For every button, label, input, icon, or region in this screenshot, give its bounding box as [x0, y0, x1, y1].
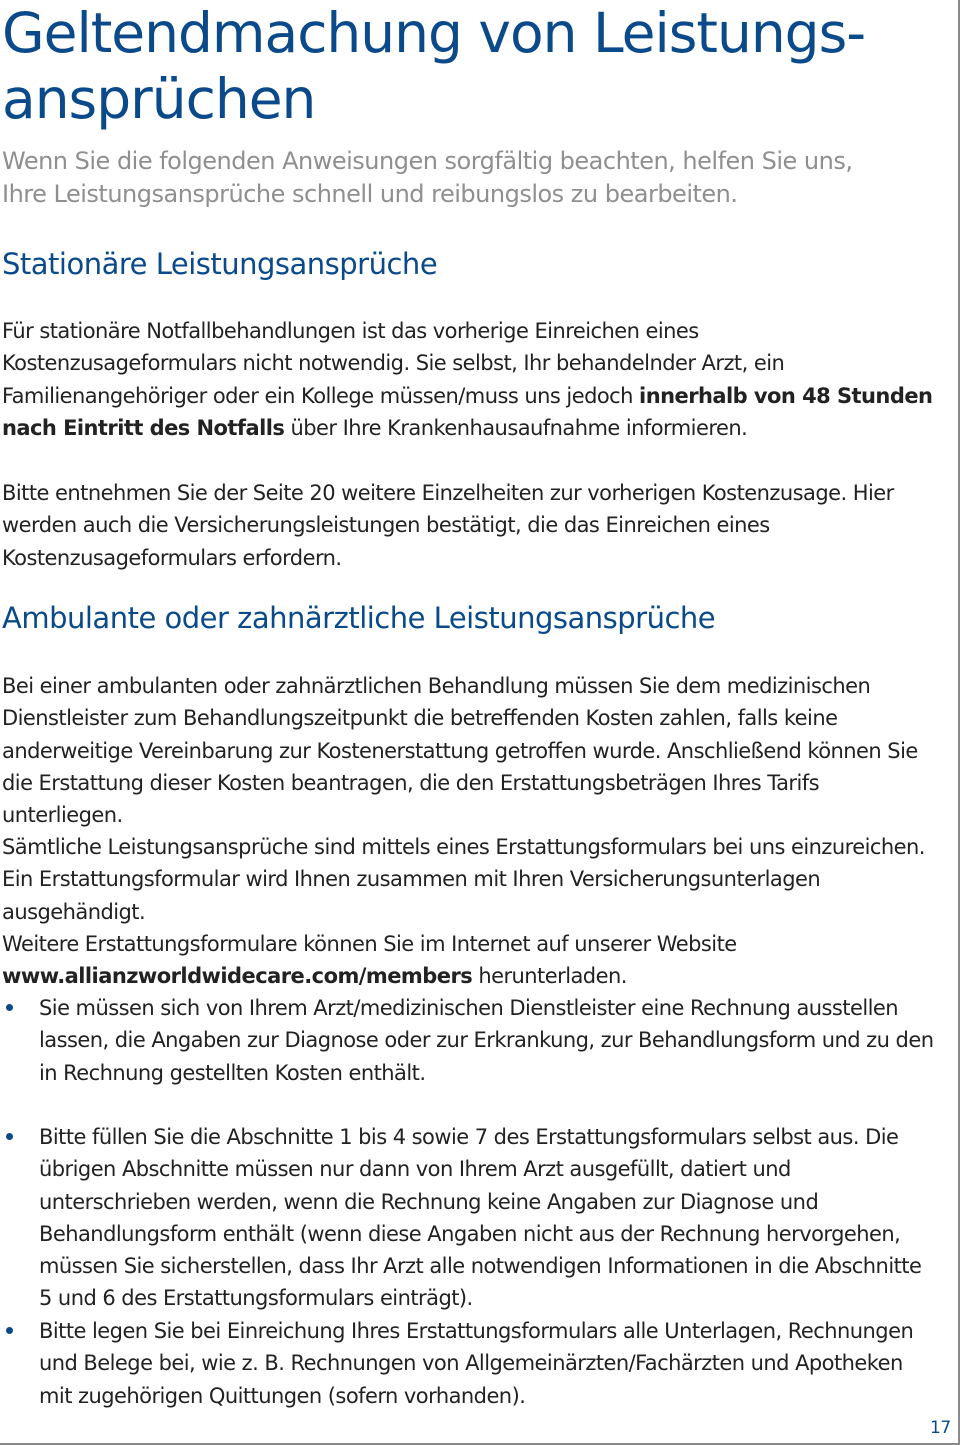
page-number: 17	[930, 1418, 951, 1438]
inpatient-paragraph-1	[2, 315, 937, 444]
bullet-icon	[6, 1004, 13, 1011]
list-item-text: Sie müssen sich von Ihrem Arzt/medizinischen Dienstleister eine Rechnung ausstellen lassen, die Angaben zur Diagnose oder zur Erkrankung, zur Behandlungsform und zu den in Rechnung gestellten Kosten enthält.	[39, 996, 934, 1085]
section-heading-inpatient: Stationäre Leistungsansprüche	[2, 247, 438, 281]
bullet-icon	[6, 1327, 13, 1334]
bullet-icon	[6, 1133, 13, 1140]
list-item-text: Bitte legen Sie bei Einreichung Ihres Erstattungsformulars alle Unterlagen, Rechnungen und Belege bei, wie z. B. Rechnungen von Allgemeinärzten/Fachärzten und Apotheken mit zugehörigen Quittungen (sofern vorhanden).	[39, 1319, 914, 1408]
inpatient-p1-bold-deadline: innerhalb von 48 Stunden nach Eintritt des Notfalls	[2, 383, 933, 440]
section-heading-outpatient-dental: Ambulante oder zahnärztliche Leistungsansprüche	[2, 601, 716, 635]
inpatient-p1-text-a: Für stationäre Notfallbehandlungen ist das vorherige Einreichen eines Kostenzusageformulars nicht notwendig. Sie selbst, Ihr behandelnder Arzt, ein Familienangehöriger oder ein Kollege müssen/muss uns jedoch	[2, 319, 785, 408]
members-website-link[interactable]: www.allianzworldwidecare.com/members	[2, 964, 473, 989]
outpatient-p2-tail: herunterladen.	[472, 964, 627, 989]
page-title-line-1: Geltendmachung von Leistungs-	[2, 1, 866, 65]
page-title	[2, 0, 942, 132]
inpatient-paragraph-2: Bitte entnehmen Sie der Seite 20 weitere Einzelheiten zur vorherigen Kostenzusage. Hier werden auch die Versicherungsleistungen bestätigt, die das Einreichen eines Kostenzusageformulars erfordern.	[2, 481, 894, 570]
inpatient-p1-text-b: über Ihre Krankenhausaufnahme informieren.	[284, 415, 748, 440]
outpatient-paragraph-1: Bei einer ambulanten oder zahnärztlichen Behandlung müssen Sie dem medizinischen Dienstleister zum Behandlungszeitpunkt die betreffenden Kosten zahlen, falls keine anderweitige Vereinbarung zur Kostenerstattung getroffen wurde. Anschließend können Sie die Erstattung dieser Kosten beantragen, die den Erstattungsbeträgen Ihres Tarifs unterliegen.	[2, 674, 918, 828]
page-subtitle: Wenn Sie die folgenden Anweisungen sorgfältig beachten, helfen Sie uns, Ihre Leistungsansprüche schnell und reibungslos zu bearbeiten.	[2, 147, 853, 208]
list-item-text: Bitte füllen Sie die Abschnitte 1 bis 4 sowie 7 des Erstattungsformulars selbst aus. Die übrigen Abschnitte müssen nur dann von Ihrem Arzt ausgefüllt, datiert und unterschrieben werden, wenn die Rechnung keine Angaben zur Diagnose und Behandlungsform enthält (wenn diese Angaben nicht aus der Rechnung hervorgehen, müssen Sie sicherstellen, dass Ihr Arzt alle notwendigen Informationen in die Abschnitte 5 und 6 des Erstattungsformulars einträgt).	[39, 1125, 922, 1311]
outpatient-p2-line-2: Ein Erstattungsformular wird Ihnen zusammen mit Ihren Versicherungsunterlagen ausgehändigt.	[2, 867, 821, 924]
page-title-line-2: ansprüchen	[2, 67, 316, 131]
outpatient-paragraph-2	[2, 831, 937, 992]
outpatient-p2-line-1: Sämtliche Leistungsansprüche sind mittels eines Erstattungsformulars bei uns einzureichen.	[2, 835, 925, 859]
outpatient-p2-line-3: Weitere Erstattungsformulare können Sie im Internet auf unserer Website	[2, 931, 737, 956]
